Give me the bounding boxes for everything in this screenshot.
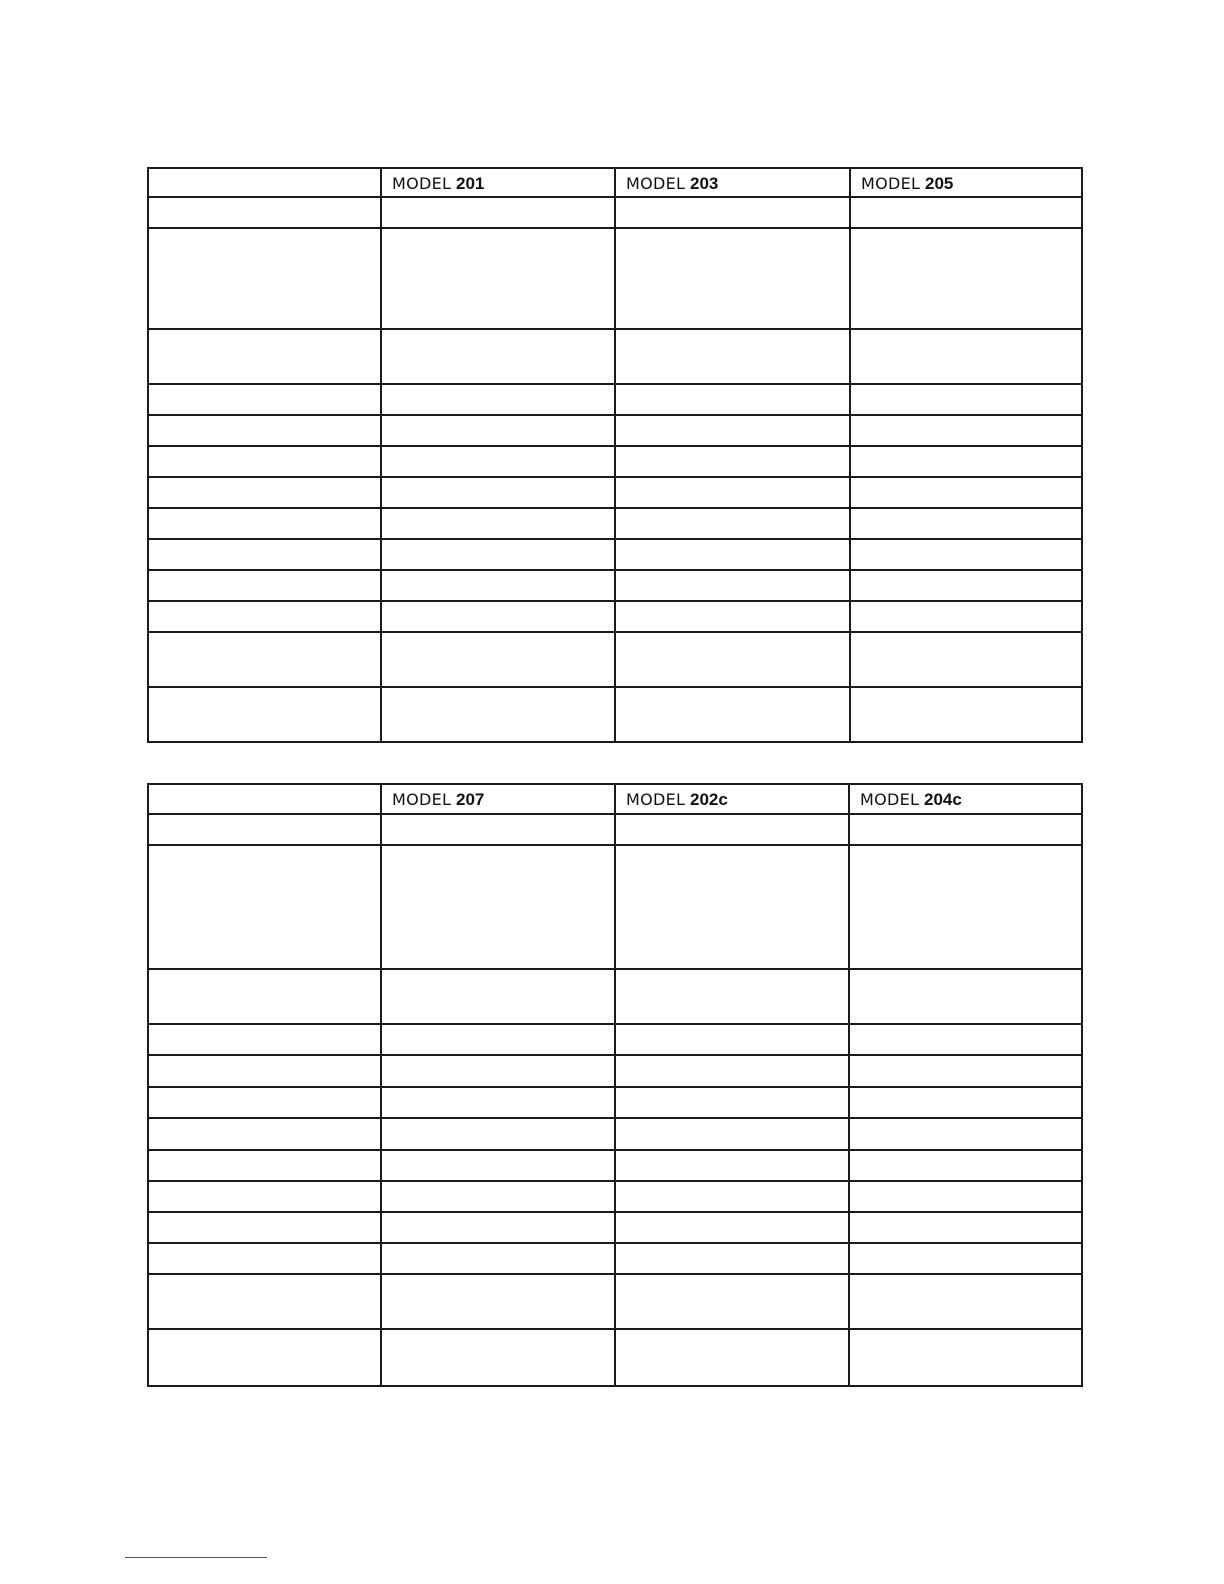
table-cell	[615, 477, 850, 508]
table-row	[148, 477, 1082, 508]
table-row	[148, 1181, 1082, 1212]
header-cell-label	[148, 784, 381, 814]
table-cell	[148, 570, 381, 601]
table-cell	[381, 197, 615, 228]
table-cell	[615, 1243, 849, 1274]
table-cell	[850, 477, 1082, 508]
table-cell	[381, 1243, 615, 1274]
table-cell	[615, 508, 850, 539]
table-cell	[148, 415, 381, 446]
table-cell	[615, 1329, 849, 1386]
header-cell-label	[148, 168, 381, 197]
table-cell	[381, 687, 615, 742]
table-cell	[381, 446, 615, 477]
header-row	[148, 784, 1082, 814]
table-row	[148, 1087, 1082, 1118]
table-row	[148, 1274, 1082, 1329]
table-cell	[849, 1243, 1082, 1274]
header-cell-model-202c: MODEL 202c	[615, 784, 849, 814]
table-cell	[148, 814, 381, 845]
table-row	[148, 1329, 1082, 1386]
table-cell	[615, 1087, 849, 1118]
table-cell	[849, 1150, 1082, 1181]
table-cell	[849, 1212, 1082, 1243]
table-cell	[381, 1087, 615, 1118]
table-cell	[148, 329, 381, 384]
table-cell	[148, 1181, 381, 1212]
table-row	[148, 384, 1082, 415]
table-cell	[615, 329, 850, 384]
table-cell	[615, 1150, 849, 1181]
table-cell	[849, 1181, 1082, 1212]
table-cell	[615, 1274, 849, 1329]
table-row	[148, 539, 1082, 570]
table-cell	[615, 687, 850, 742]
table-cell	[849, 1024, 1082, 1055]
table-cell	[615, 1212, 849, 1243]
header-cell-model-204c: MODEL 204c	[849, 784, 1082, 814]
table-cell	[148, 446, 381, 477]
header-cell-model-203: MODEL 203	[615, 168, 850, 197]
table-cell	[148, 969, 381, 1024]
table-row	[148, 814, 1082, 845]
footnote-separator	[125, 1557, 267, 1558]
table-cell	[615, 601, 850, 632]
table-row	[148, 1118, 1082, 1150]
table-cell	[850, 446, 1082, 477]
table-row	[148, 632, 1082, 687]
table-cell	[615, 539, 850, 570]
table-cell	[381, 1274, 615, 1329]
table-cell	[148, 1243, 381, 1274]
table-cell	[850, 508, 1082, 539]
header-row	[148, 168, 1082, 197]
table-cell	[615, 969, 849, 1024]
table-cell	[615, 197, 850, 228]
table-row	[148, 845, 1082, 969]
table-cell	[850, 228, 1082, 329]
table-row	[148, 197, 1082, 228]
table-cell	[615, 384, 850, 415]
table-row	[148, 228, 1082, 329]
table-cell	[381, 1024, 615, 1055]
table-row	[148, 415, 1082, 446]
table-cell	[148, 539, 381, 570]
table-cell	[849, 814, 1082, 845]
table-cell	[381, 570, 615, 601]
table-cell	[849, 1118, 1082, 1150]
table-cell	[849, 1055, 1082, 1087]
table-cell	[381, 329, 615, 384]
table-cell	[850, 570, 1082, 601]
table-row	[148, 1055, 1082, 1087]
table-cell	[148, 1055, 381, 1087]
table-cell	[381, 845, 615, 969]
table-cell	[615, 415, 850, 446]
table-cell	[381, 1329, 615, 1386]
table-cell	[148, 197, 381, 228]
table-cell	[381, 477, 615, 508]
table-cell	[381, 1212, 615, 1243]
table-cell	[849, 969, 1082, 1024]
spec-table-top	[147, 167, 1083, 743]
table-cell	[381, 384, 615, 415]
table-cell	[850, 384, 1082, 415]
table-cell	[850, 632, 1082, 687]
table-cell	[381, 1181, 615, 1212]
table-cell	[381, 228, 615, 329]
table-cell	[148, 1087, 381, 1118]
table-cell	[849, 1274, 1082, 1329]
table-cell	[850, 601, 1082, 632]
table-row	[148, 570, 1082, 601]
header-cell-model-207: MODEL 207	[381, 784, 615, 814]
table-cell	[148, 632, 381, 687]
table-row	[148, 446, 1082, 477]
table-cell	[850, 415, 1082, 446]
table-cell	[148, 601, 381, 632]
table-row	[148, 1212, 1082, 1243]
table-cell	[148, 1329, 381, 1386]
table-cell	[148, 1212, 381, 1243]
table-cell	[148, 228, 381, 329]
table-cell	[148, 1150, 381, 1181]
table-cell	[381, 969, 615, 1024]
header-cell-model-205: MODEL 205	[850, 168, 1082, 197]
table-cell	[381, 601, 615, 632]
table-row	[148, 687, 1082, 742]
table-cell	[615, 446, 850, 477]
table-row	[148, 329, 1082, 384]
table-row	[148, 1150, 1082, 1181]
table-cell	[381, 1055, 615, 1087]
table-cell	[381, 1150, 615, 1181]
table-cell	[615, 845, 849, 969]
table-cell	[381, 508, 615, 539]
table-cell	[381, 539, 615, 570]
header-cell-model-201: MODEL 201	[381, 168, 615, 197]
table-cell	[148, 1274, 381, 1329]
table-cell	[615, 1118, 849, 1150]
table-cell	[381, 1118, 615, 1150]
table-cell	[615, 228, 850, 329]
table-cell	[148, 845, 381, 969]
table-cell	[849, 845, 1082, 969]
table-cell	[381, 814, 615, 845]
table-cell	[148, 1118, 381, 1150]
table-cell	[148, 508, 381, 539]
table-row	[148, 969, 1082, 1024]
table-cell	[849, 1087, 1082, 1118]
table-cell	[850, 197, 1082, 228]
table-cell	[148, 687, 381, 742]
spec-table-bottom	[147, 783, 1083, 1387]
table-cell	[849, 1329, 1082, 1386]
table-cell	[615, 570, 850, 601]
table-row	[148, 508, 1082, 539]
table-cell	[615, 1024, 849, 1055]
table-cell	[381, 632, 615, 687]
table-cell	[381, 415, 615, 446]
table-row	[148, 1243, 1082, 1274]
table-cell	[615, 1181, 849, 1212]
table-cell	[850, 329, 1082, 384]
table-cell	[615, 814, 849, 845]
table-cell	[148, 1024, 381, 1055]
table-row	[148, 1024, 1082, 1055]
table-cell	[850, 687, 1082, 742]
table-row	[148, 601, 1082, 632]
table-cell	[850, 539, 1082, 570]
table-cell	[615, 632, 850, 687]
table-cell	[148, 477, 381, 508]
table-cell	[148, 384, 381, 415]
table-cell	[615, 1055, 849, 1087]
